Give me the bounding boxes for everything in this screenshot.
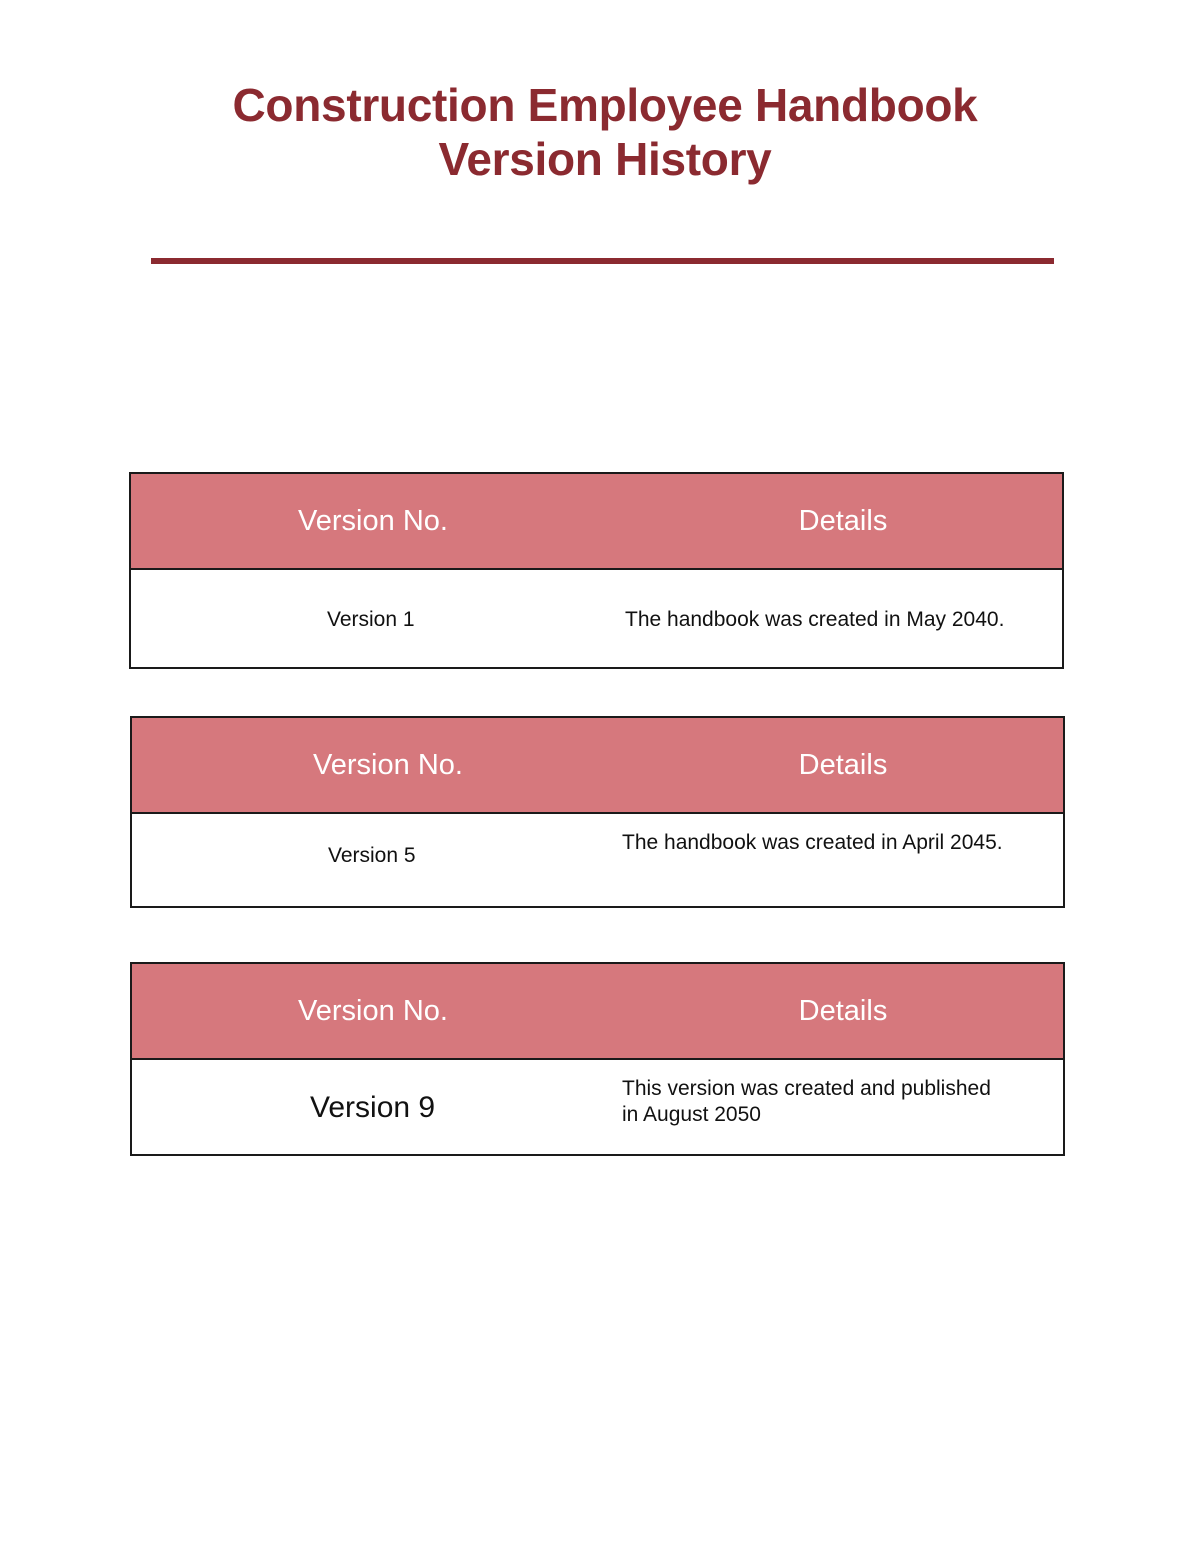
header-details: Details: [798, 749, 888, 781]
page-title: [0, 78, 1200, 186]
details-value: The handbook was created in May 2040.: [625, 608, 1005, 631]
version-value: Version 5: [328, 844, 416, 867]
version-table-1: [129, 472, 1064, 669]
header-details: Details: [798, 505, 888, 537]
table-header: [132, 718, 1063, 814]
version-table-3: [130, 962, 1065, 1156]
details-value-line-1: This version was created and published: [622, 1077, 991, 1100]
header-version-no: Version No.: [313, 749, 463, 781]
page-title-line-2: Version History: [438, 133, 772, 185]
header-version-no: Version No.: [298, 505, 448, 537]
title-divider: [151, 258, 1054, 264]
table-header: [131, 474, 1062, 570]
version-value: Version 1: [327, 608, 415, 631]
version-value: Version 9: [310, 1091, 436, 1124]
details-value-line-2: in August 2050: [622, 1103, 761, 1126]
header-version-no: Version No.: [298, 995, 448, 1027]
version-table-2: [130, 716, 1065, 908]
page-title-line-1: Construction Employee Handbook: [232, 79, 978, 131]
details-value: The handbook was created in April 2045.: [622, 831, 1003, 854]
table-header: [132, 964, 1063, 1060]
header-details: Details: [798, 995, 888, 1027]
